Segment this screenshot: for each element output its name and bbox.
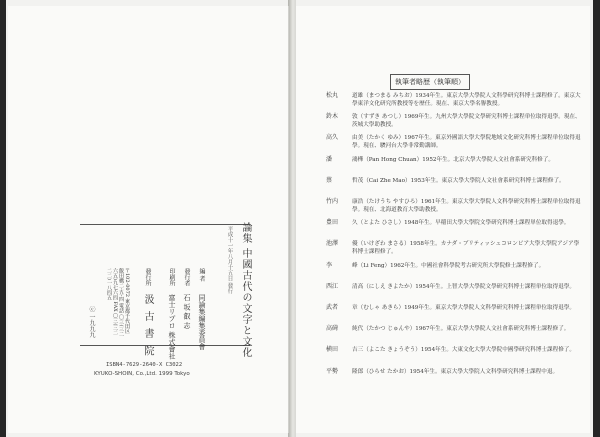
author-bio-text: 峰（Li Feng）1962年生。中國社會科學院考古研究所大學院修士課程修了。 xyxy=(352,262,545,269)
editor-role: 編 者 xyxy=(198,268,205,282)
author-entry xyxy=(326,283,588,303)
printer-role: 印刷所 xyxy=(168,268,175,286)
author-bio-text: 久（とよた ひさし）1948年生。早稲田大學大學院文學研究科博士課程単位取得退學。 xyxy=(352,220,570,227)
publisher-house-label: 發行所 xyxy=(144,268,151,286)
editor-name: 同論集編集委員會 xyxy=(198,294,206,350)
author-bio-text: 敦（すずき あつし）1969年生。九州大學大學院文學研究科博士課程単位取得退學。現在、茨城大學助教授。 xyxy=(352,114,581,129)
author-surname: 西江 xyxy=(326,282,339,290)
author-bio-text: 鴻樺（Pan Hong Chuan）1952年生。北京大學大學院人文社會系研究科修了。 xyxy=(352,156,554,163)
author-entry xyxy=(326,325,588,345)
author-bio-text: 吉三（よこた きょうぞう）1954年生。大東文化大學大學院中國學研究科博士課程修了。 xyxy=(352,347,575,354)
isbn-line: ISBN4-7629-2640-X C3022 xyxy=(106,362,183,368)
author-entry xyxy=(326,113,588,133)
book-cover-right-edge xyxy=(593,0,600,437)
author-entry xyxy=(326,177,588,197)
author-entry xyxy=(326,304,588,324)
author-entry xyxy=(326,368,588,388)
author-surname: 鈴木 xyxy=(326,113,339,121)
publisher-role: 發行者 xyxy=(183,268,190,286)
publisher-house: 汲 古 書 院 xyxy=(142,294,153,358)
author-bio-text: 純代（たかつ じゅんや）1967年生。東京大學大學院人文社會系研究科博士課程修了。 xyxy=(352,326,570,333)
author-surname: 竹内 xyxy=(326,198,339,205)
author-entry xyxy=(326,156,588,176)
author-bio-text: 道雄（まつまる みちお）1934年生。東京大學大學院人文科學研究科博士課程修了。東京大學東洋文化研究所教授等を歴任。現在、東京大學名譽教授。 xyxy=(352,93,581,107)
author-entry xyxy=(326,346,588,366)
publisher-address: 〒102-0072 東京都千代田区飯田橋二-五-四 電話 〇三(三二六五)九七六四 FAX 〇三(三二二二)一八四五 xyxy=(106,268,130,337)
author-entry xyxy=(326,219,588,239)
author-surname: 蔡 xyxy=(326,176,333,184)
author-bio-text: 隆郎（ひらせ たかお）1954年生。東京大學大學院人文科學研究科博士課程中退。 xyxy=(352,368,559,375)
author-surname: 豊田 xyxy=(326,219,339,227)
author-bio-text: 康浩（たけうち やすひろ）1961年生。東京大學大學院人文科學研究科博士課程単位取得退學。現在、北海道教育大學助教授。 xyxy=(352,199,581,213)
colophon-page xyxy=(8,6,289,433)
author-surname: 武者 xyxy=(326,304,339,311)
author-surname: 松丸 xyxy=(326,92,339,99)
author-surname: 李 xyxy=(326,261,333,269)
author-bio-text: 章（むしゃ あきら）1949年生。東京大學大學院人文科學研究科博士課程単位取得退學。 xyxy=(352,305,575,311)
author-entry xyxy=(326,262,588,282)
book-cover-left-edge xyxy=(0,0,6,437)
copyright-mark: ⓒ 一九九九 xyxy=(88,306,95,338)
author-surname: 高久 xyxy=(326,134,339,142)
author-entry xyxy=(326,240,588,260)
author-bio-text: 優（いけざわ まさる）1958年生。カナダ・ブリティッシュコロンビア大學大學院アジア學科博士課程修了。 xyxy=(352,241,580,256)
publisher-romaji-line: KYUKO-SHOIN, Co.,Ltd. 1999 Tokyo xyxy=(94,371,190,377)
author-bio-text: 哲茂（Cai Zhe Mao）1953年生。東京大學大學院人文社會系研究科博士課程修了。 xyxy=(352,177,565,184)
author-entry xyxy=(326,134,588,154)
book-gutter xyxy=(288,0,296,437)
author-entry xyxy=(326,92,588,112)
author-surname: 池澤 xyxy=(326,240,339,248)
author-surname: 潘 xyxy=(326,155,333,163)
printer-name: 富士リプロ 株式會社 xyxy=(168,294,176,360)
author-surname: 平勢 xyxy=(326,367,339,375)
author-entry xyxy=(326,198,588,218)
section-title: 執筆者略歴（執筆順） xyxy=(390,74,470,90)
author-surname: 高碕 xyxy=(326,325,339,333)
publish-dates: 平成十一年八月十五日 發行 xyxy=(226,226,233,294)
author-biographies-page xyxy=(296,6,590,433)
author-bio-text: 清高（にしえ きよたか）1954年生。上智大學大學院文學研究科博士課程単位取得退學。 xyxy=(352,283,575,290)
author-surname: 横田 xyxy=(326,346,339,354)
book-title: 論集 中國古代の文字と文化 xyxy=(240,222,251,359)
publisher-name: 石 坂 叡 志 xyxy=(183,294,191,329)
author-bio-text: 由美（たかく ゆみ）1967年生。東京外國語大學大學院地域文化研究科博士課程単位取得退學。現在、駿河台大學非常勤講師。 xyxy=(352,135,581,150)
